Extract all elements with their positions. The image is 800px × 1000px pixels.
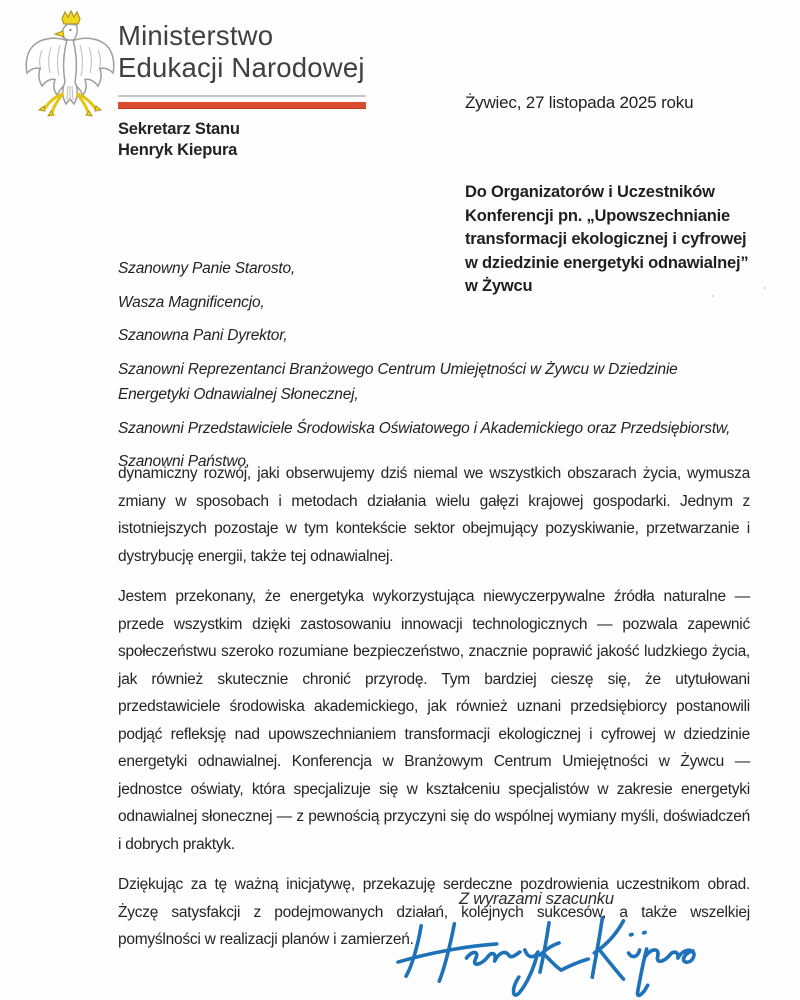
salutation-line: Szanowni Przedstawiciele Środowiska Oświatowego i Akademickiego oraz Przedsiębiorstw, <box>118 419 731 437</box>
body-paragraph: Dziękując za tę ważną inicjatywę, przekazuję serdeczne pozdrowienia uczestnikom obrad. Życzę satysfakcji z podejmowanych działań, kolejnych sukcesów, a także wszelkiej pomyślności w realizacji planów i zamierzeń. <box>118 876 750 948</box>
flag-stripe <box>118 95 366 109</box>
body-paragraph: dynamiczny rozwój, jaki obserwujemy dziś niemal we wszystkich obszarach życia, wymusza zmiany w sposobach i metodach działania wielu gałęzi krajowej gospodarki. Jednym z istotniejszych pozostaje w tym kontekście sektor obejmujący pozyskiwanie, przetwarzanie i dystrybucję energii, także tej odnawialnej. <box>118 465 750 565</box>
polish-white-eagle-icon <box>24 10 116 122</box>
ministry-name-line1: Ministerstwo <box>118 20 274 51</box>
flag-red-bar <box>118 102 366 109</box>
salutation-line: Szanowny Panie Starosto, <box>118 260 295 277</box>
salutations-block <box>118 256 740 483</box>
flag-white-bar <box>118 95 366 97</box>
ministry-name <box>118 20 365 84</box>
scan-speck <box>712 295 714 297</box>
sender-name: Henryk Kiepura <box>118 141 238 159</box>
addressee-line: w Żywcu <box>465 277 533 295</box>
letter-body <box>118 460 750 967</box>
body-paragraph: Jestem przekonany, że energetyka wykorzystująca niewyczerpywalne źródła naturalne — przede wszystkim dzięki zastosowaniu innowacji technologicznych — pozwala zapewnić społeczeństwu szeroko rozumiane bezpieczeństwo, znacznie poprawić jakość ludzkiego życia, jak również skutecznie chronić przyrodę. Tym bardziej cieszę się, że utytułowani przedstawiciele środowiska akademickiego, jak również uznani przedsiębiorcy postanowili podjąć refleksję nad upowszechnianiem transformacji ekologicznej i cyfrowej w dziedzinie energetyki odnawialnej. Konferencja w Branżowym Centrum Umiejętności w Żywcu — jednostce oświaty, która specjalizuje się w kształceniu specjalistów w zakresie energetyki odnawialnej słonecznej — z pewnością przyczyni się do wspólnej wymiany myśli, doświadczeń i dobrych praktyk. <box>118 588 750 853</box>
salutation-line: Szanowni Reprezentanci Branżowego Centrum Umiejętności w Żywcu w Dziedzinie Energetyki Odnawialnej Słonecznej, <box>118 360 678 403</box>
salutation-line: Szanowna Pani Dyrektor, <box>118 327 288 344</box>
scan-speck <box>764 287 766 289</box>
salutation-line: Szanowni Państwo, <box>118 453 250 470</box>
ministry-name-line2: Edukacji Narodowej <box>118 52 365 83</box>
addressee-line: Do Organizatorów i Uczestników <box>465 183 715 201</box>
date-line: Żywiec, 27 listopada 2025 roku <box>465 93 694 112</box>
addressee-line: Konferencji pn. „Upowszechnianie <box>465 206 730 225</box>
salutation-line: Wasza Magnificencjo, <box>118 293 265 311</box>
valediction: Z wyrazami szacunku <box>459 890 614 908</box>
sender-block <box>118 119 240 161</box>
addressee-line: transformacji ekologicznej i cyfrowej <box>465 230 747 248</box>
sender-title: Sekretarz Stanu <box>118 120 240 138</box>
handwritten-signature-icon <box>396 905 698 999</box>
addressee-line: w dziedzinie energetyki odnawialnej” <box>465 253 749 272</box>
